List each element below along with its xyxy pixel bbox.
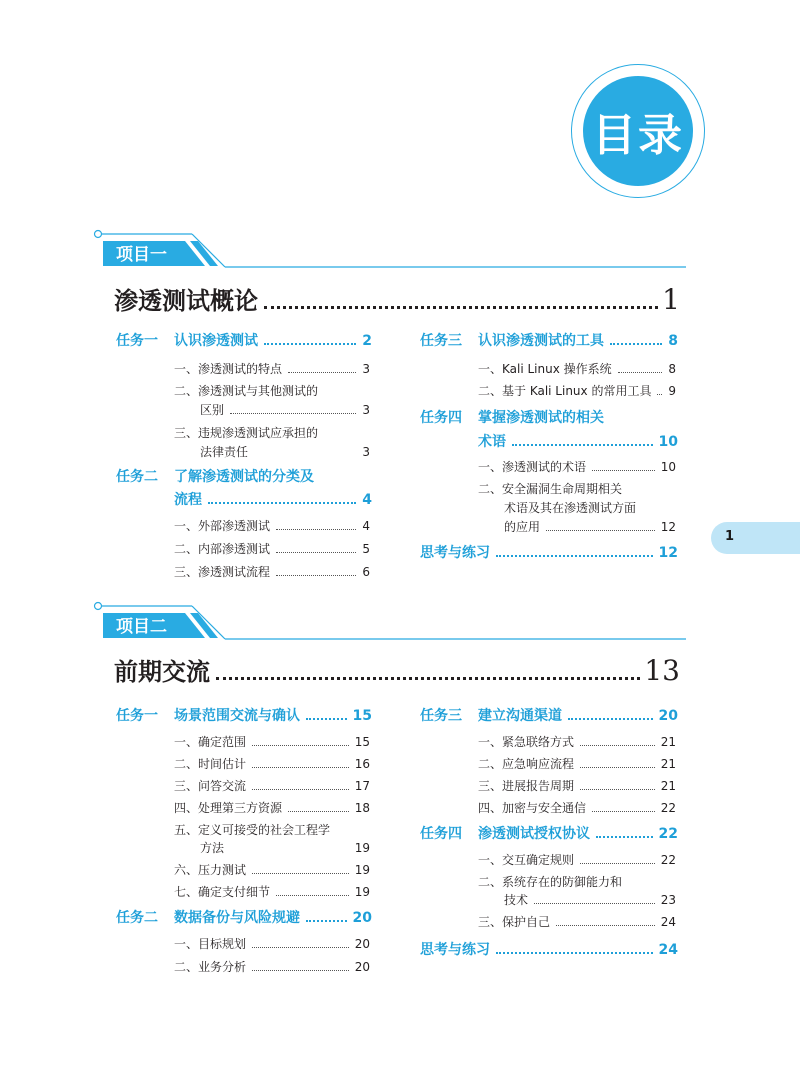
toc-item[interactable] [174, 540, 370, 557]
leader-dots [556, 925, 655, 926]
leader-dots [208, 502, 356, 504]
item-text: 二、时间估计 [174, 757, 247, 771]
toc-item[interactable] [478, 913, 676, 930]
exercise-page: 12 [658, 545, 678, 561]
toc-item[interactable] [478, 733, 676, 750]
item-page: 8 [668, 362, 676, 376]
leader-dots [252, 767, 349, 768]
item-page: 24 [660, 915, 676, 929]
item-text: 三、保护自己 [478, 915, 551, 929]
exercise-title: 思考与练习 [420, 545, 490, 561]
leader-dots [264, 343, 356, 345]
item-page: 17 [354, 779, 370, 793]
task-number: 任务一 [116, 708, 158, 724]
item-text: 五、定义可接受的社会工程学 [174, 823, 331, 837]
task-title: 认识渗透测试的工具 [478, 333, 604, 349]
toc-item[interactable] [478, 382, 676, 399]
toc-item[interactable] [174, 733, 370, 750]
leader-dots [252, 873, 349, 874]
item-page: 6 [362, 565, 370, 579]
item-text: 三、渗透测试流程 [174, 565, 271, 579]
page-number-tab [711, 522, 800, 554]
item-text: 一、目标规划 [174, 937, 247, 951]
toc-item[interactable] [478, 518, 676, 535]
project-label: 项目二 [116, 617, 167, 637]
leader-dots [592, 470, 655, 471]
leader-dots [252, 789, 349, 790]
task-entry[interactable] [116, 489, 372, 509]
task-title: 了解渗透测试的分类及 [174, 469, 314, 485]
exercise-page: 24 [658, 942, 678, 958]
item-page: 18 [354, 801, 370, 815]
leader-dots [276, 552, 356, 553]
toc-item[interactable] [478, 777, 676, 794]
task-title: 建立沟通渠道 [478, 708, 562, 724]
leader-dots [596, 836, 653, 838]
item-text: 方法 [200, 841, 225, 855]
leader-dots [306, 920, 347, 922]
item-text: 一、外部渗透测试 [174, 519, 271, 533]
chapter-page: 1 [662, 283, 680, 316]
task-page: 20 [352, 910, 372, 926]
task-page: 15 [352, 708, 372, 724]
chapter-title: 前期交流 [114, 657, 210, 686]
task-page: 4 [362, 492, 372, 508]
item-page: 19 [354, 841, 370, 855]
task-number: 任务四 [420, 410, 462, 426]
task-title: 数据备份与风险规避 [174, 910, 300, 926]
item-text: 二、基于 Kali Linux 的常用工具 [478, 384, 652, 398]
item-page: 4 [362, 519, 370, 533]
task-number: 任务三 [420, 708, 462, 724]
item-page: 16 [354, 757, 370, 771]
leader-dots [496, 952, 653, 954]
toc-item[interactable] [174, 443, 370, 460]
leader-dots [496, 555, 653, 557]
task-title: 流程 [174, 492, 202, 508]
item-text: 四、加密与安全通信 [478, 801, 587, 815]
item-text: 一、确定范围 [174, 735, 247, 749]
leader-dots [306, 718, 347, 720]
exercise-entry[interactable] [420, 542, 678, 562]
toc-item[interactable] [174, 777, 370, 794]
item-text: 一、渗透测试的术语 [478, 460, 587, 474]
leader-dots [592, 811, 655, 812]
toc-item[interactable] [174, 517, 370, 534]
item-page: 19 [354, 863, 370, 877]
item-text: 法律责任 [200, 445, 249, 459]
task-entry[interactable] [420, 823, 678, 843]
task-number: 任务四 [420, 826, 462, 842]
item-text: 二、应急响应流程 [478, 757, 575, 771]
item-text: 一、渗透测试的特点 [174, 362, 283, 376]
leader-dots [610, 343, 662, 345]
leader-dots [580, 745, 655, 746]
leader-dots [580, 789, 655, 790]
item-text: 三、进展报告周期 [478, 779, 575, 793]
toc-item[interactable] [174, 958, 370, 975]
task-number: 任务一 [116, 333, 158, 349]
leader-dots [252, 970, 349, 971]
leader-dots [288, 372, 356, 373]
chapter-title: 渗透测试概论 [114, 286, 258, 315]
leader-dots [512, 444, 653, 446]
toc-item[interactable] [174, 935, 370, 952]
leader-dots [657, 394, 662, 395]
chapter-page: 13 [644, 654, 680, 687]
item-text: 六、压力测试 [174, 863, 247, 877]
task-page: 22 [658, 826, 678, 842]
item-text: 二、系统存在的防御能力和 [478, 875, 623, 889]
task-number: 任务三 [420, 333, 462, 349]
item-page: 9 [668, 384, 676, 398]
toc-item[interactable] [478, 755, 676, 772]
exercise-title: 思考与练习 [420, 942, 490, 958]
task-entry[interactable] [420, 705, 678, 725]
item-text: 七、确定支付细节 [174, 885, 271, 899]
toc-item[interactable] [174, 755, 370, 772]
item-page: 15 [354, 735, 370, 749]
toc-item[interactable] [174, 883, 370, 900]
toc-item[interactable] [174, 360, 370, 377]
item-text: 区别 [200, 403, 225, 417]
toc-item[interactable] [174, 861, 370, 878]
leader-dots [580, 863, 655, 864]
leader-dots [276, 529, 356, 530]
task-title: 认识渗透测试 [174, 333, 258, 349]
item-page: 23 [660, 893, 676, 907]
leader-dots [276, 895, 349, 896]
item-text: 一、Kali Linux 操作系统 [478, 362, 612, 376]
item-page: 3 [362, 445, 370, 459]
page-title: 目录 [583, 76, 693, 186]
item-page: 19 [354, 885, 370, 899]
toc-item[interactable] [174, 401, 370, 418]
toc-item[interactable] [478, 360, 676, 377]
item-text: 技术 [504, 893, 529, 907]
leader-dots [288, 811, 349, 812]
item-page: 5 [362, 542, 370, 556]
leader-dots [252, 947, 349, 948]
item-page: 20 [354, 937, 370, 951]
item-page: 3 [362, 403, 370, 417]
task-entry[interactable] [116, 907, 372, 927]
leader-dots [230, 413, 356, 414]
task-title: 术语 [478, 434, 506, 450]
toc-item[interactable] [174, 563, 370, 580]
leader-dots [618, 372, 663, 373]
leader-dots [534, 903, 655, 904]
task-page: 2 [362, 333, 372, 349]
page-number: 1 [725, 529, 735, 544]
task-page: 8 [668, 333, 678, 349]
item-page: 22 [660, 853, 676, 867]
toc-item[interactable] [478, 458, 676, 475]
item-text: 术语及其在渗透测试方面 [504, 501, 637, 515]
item-text: 一、紧急联络方式 [478, 735, 575, 749]
item-page: 3 [362, 362, 370, 376]
task-number: 任务二 [116, 910, 158, 926]
leader-dots [546, 530, 655, 531]
task-entry[interactable] [420, 431, 678, 451]
project-label: 项目一 [116, 245, 167, 265]
task-page: 20 [658, 708, 678, 724]
task-entry[interactable] [420, 330, 678, 350]
toc-item[interactable] [478, 851, 676, 868]
item-text: 三、问答交流 [174, 779, 247, 793]
item-text: 三、违规渗透测试应承担的 [174, 426, 319, 440]
leader-dots [568, 718, 653, 720]
item-page: 20 [354, 960, 370, 974]
item-page: 12 [660, 520, 676, 534]
item-page: 21 [660, 779, 676, 793]
task-title: 渗透测试授权协议 [478, 826, 590, 842]
toc-item[interactable] [174, 839, 370, 856]
toc-item[interactable] [174, 799, 370, 816]
chapter-entry[interactable] [114, 281, 680, 316]
leader-dots [252, 745, 349, 746]
chapter-entry[interactable] [114, 652, 680, 687]
leader-dots [264, 306, 658, 309]
leader-dots [216, 677, 640, 680]
item-page: 22 [660, 801, 676, 815]
exercise-entry[interactable] [420, 939, 678, 959]
item-text: 的应用 [504, 520, 541, 534]
item-text: 二、内部渗透测试 [174, 542, 271, 556]
item-page: 21 [660, 757, 676, 771]
task-title: 场景范围交流与确认 [174, 708, 300, 724]
item-text: 二、渗透测试与其他测试的 [174, 384, 319, 398]
item-text: 四、处理第三方资源 [174, 801, 283, 815]
leader-dots [276, 575, 356, 576]
task-entry[interactable] [116, 330, 372, 350]
leader-dots [580, 767, 655, 768]
item-text: 二、安全漏洞生命周期相关 [478, 482, 623, 496]
task-number: 任务二 [116, 469, 158, 485]
item-text: 一、交互确定规则 [478, 853, 575, 867]
item-text: 二、业务分析 [174, 960, 247, 974]
toc-item[interactable] [478, 891, 676, 908]
task-entry[interactable] [116, 705, 372, 725]
task-title: 掌握渗透测试的相关 [478, 410, 604, 426]
task-page: 10 [658, 434, 678, 450]
toc-item[interactable] [478, 799, 676, 816]
item-page: 10 [660, 460, 676, 474]
item-page: 21 [660, 735, 676, 749]
